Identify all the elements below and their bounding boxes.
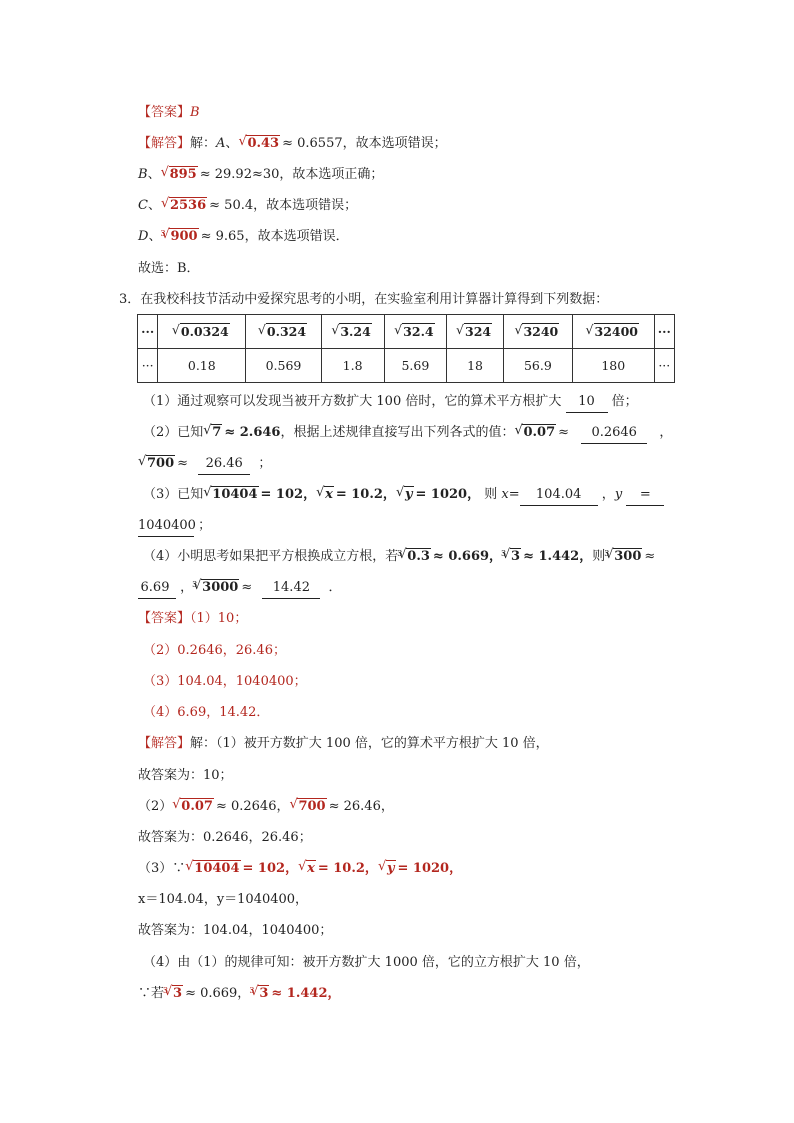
line-text: ≈ 50.4，故本选项错误； xyxy=(209,198,358,213)
question-number: 3． xyxy=(119,292,141,307)
option-letter: C xyxy=(138,198,148,213)
given-value: ≈ 0.669， xyxy=(432,549,503,564)
radicand: x xyxy=(307,861,315,876)
solution-text: = 1020， xyxy=(397,861,463,876)
part-text: ，根据上述规律直接写出下列各式的值： xyxy=(280,425,515,440)
radicand: 0.07 xyxy=(181,799,213,814)
radical xyxy=(238,134,280,154)
q3-part2-cont xyxy=(138,454,271,475)
separator: ； xyxy=(258,456,272,471)
variable: y xyxy=(614,487,623,502)
answer-blank: = xyxy=(626,485,664,506)
q2-choice-line: 故选：B． xyxy=(138,261,200,276)
cube-radical xyxy=(605,547,642,567)
answer-blank: 26.46 xyxy=(198,454,250,475)
table-cell: 1.8 xyxy=(321,349,384,383)
q2-answer-line xyxy=(138,103,200,123)
part-text: （4）小明思考如果把平方根换成立方根，若 xyxy=(143,549,399,564)
radicand: 0.324 xyxy=(266,324,307,339)
q3-part2 xyxy=(143,423,672,444)
q3-solution-line4: 故答案为：0.2646，26.46； xyxy=(138,830,312,845)
q3-part4: （4）小明思考如果把平方根换成立方根，若 √ 3 0.3 ≈ 0.669， √ 3 3 ≈ 1.442，则 √ 3 300 ≈ xyxy=(143,547,655,567)
radical xyxy=(185,859,240,879)
answer-blank: 0.2646 xyxy=(581,423,647,444)
radicand: 3.24 xyxy=(340,324,371,339)
part-text: （3）已知 xyxy=(143,487,204,502)
radicand: 700 xyxy=(147,456,175,471)
radicand: 700 xyxy=(298,799,326,814)
answer-blank: 14.42 xyxy=(262,578,320,599)
radicand: 2536 xyxy=(169,198,207,213)
approx-sign: ≈ xyxy=(558,425,570,440)
q2-solution-line-a: 【解答】解：A、√ 0.43 ≈ 0.6557，故本选项错误； xyxy=(138,134,447,154)
cube-radical xyxy=(164,984,183,1004)
radical-index: √ 3 xyxy=(192,580,198,589)
table-cell: 0.18 xyxy=(158,349,246,383)
table-cell xyxy=(246,315,321,349)
cube-radical xyxy=(250,984,269,1004)
table-cell xyxy=(447,315,504,349)
radical-index: √ 3 xyxy=(501,549,507,558)
radicand: 900 xyxy=(170,229,198,244)
radicand: 7 xyxy=(212,425,222,440)
cube-radical xyxy=(193,578,239,598)
solution-text: ≈ 1.442， xyxy=(271,986,341,1001)
q3-solution-line1 xyxy=(138,734,549,754)
q3-answer-line4: （4）6.69，14.42． xyxy=(143,705,270,720)
solution-prefix: （3）∵ xyxy=(138,861,186,876)
table-cell xyxy=(572,315,654,349)
radicand: 300 xyxy=(614,549,642,564)
radicand: 3 xyxy=(259,986,269,1001)
radicand: 32.4 xyxy=(403,324,434,339)
jieda-label: 【解答】 xyxy=(138,136,191,151)
radical-index: √ 3 xyxy=(160,229,166,238)
option-letter: B xyxy=(138,167,148,182)
given-eq: = 102， xyxy=(260,487,317,502)
q2-solution-line-c: C、√ 2536 ≈ 50.4，故本选项错误； xyxy=(138,196,357,216)
answer-blank: 6.69 xyxy=(138,578,176,599)
line-text: ≈ 29.92≈30，故本选项正确； xyxy=(199,167,384,182)
line-text: ≈ 9.65，故本选项错误． xyxy=(200,229,349,244)
separator: ． xyxy=(328,580,342,595)
table-cell-ellipsis: ··· xyxy=(138,315,158,349)
solution-text: ≈ 0.669， xyxy=(185,986,251,1001)
q3-part1 xyxy=(143,392,638,413)
option-letter: A xyxy=(216,136,226,151)
given-value: ≈ 2.646 xyxy=(224,425,281,440)
equals-sign: = xyxy=(508,487,520,502)
given-eq: = 10.2， xyxy=(335,487,396,502)
radical-index: √ 3 xyxy=(249,986,255,995)
given-eq: = 1020， xyxy=(415,487,481,502)
q3-intro-line xyxy=(119,290,608,310)
table-cell-ellipsis: ··· xyxy=(138,349,158,383)
radical-index: √ 3 xyxy=(604,549,610,558)
radicand: 32400 xyxy=(594,324,638,339)
radical xyxy=(172,797,214,817)
part-text: （1）通过观察可以发现当被开方数扩大 100 倍时，它的算术平方根扩大 xyxy=(143,394,562,409)
table-cell xyxy=(503,315,572,349)
radical xyxy=(203,485,258,505)
radical-index: √ 3 xyxy=(163,986,169,995)
table-cell: 180 xyxy=(572,349,654,383)
radical xyxy=(289,797,326,817)
cube-radical xyxy=(398,547,431,567)
table-cell-ellipsis: ··· xyxy=(654,315,674,349)
radical xyxy=(396,485,414,505)
approx-sign: ≈ xyxy=(177,456,189,471)
radicand: 3 xyxy=(511,549,521,564)
data-table xyxy=(137,314,675,383)
cube-radical xyxy=(502,547,521,567)
table-cell: 56.9 xyxy=(503,349,572,383)
given-value: ≈ 1.442， xyxy=(523,549,593,564)
jieda-label: 【解答】 xyxy=(138,736,191,751)
q3-solution-line8: （4）由（1）的规律可知：被开方数扩大 1000 倍，它的立方根扩大 10 倍， xyxy=(143,955,590,970)
q3-solution-line9 xyxy=(138,984,341,1004)
solution-text: = 102， xyxy=(242,861,299,876)
table-cell-ellipsis: ··· xyxy=(654,349,674,383)
part-text: （2）已知 xyxy=(143,425,204,440)
radicand: 895 xyxy=(169,167,197,182)
q3-part3-cont: 1040400 ； xyxy=(138,516,211,537)
radical xyxy=(138,454,175,474)
radicand: y xyxy=(386,861,395,876)
radicand: 0.3 xyxy=(407,549,430,564)
q3-answer-line2: （2）0.2646，26.46； xyxy=(143,643,286,658)
answer-blank: 1040400 xyxy=(138,516,194,537)
q3-part3: （3）已知√ 10404 = 102，√ x = 10.2，√ y = 1020， 则 x= 104.04 ，y = xyxy=(143,485,664,506)
answer-value: B xyxy=(190,105,200,120)
q3-solution-line2: 故答案为：10； xyxy=(138,768,233,783)
solution-prefix: ∵若 xyxy=(138,986,165,1001)
q2-solution-line-d: D、 √ 3 900 ≈ 9.65，故本选项错误． xyxy=(138,227,349,247)
radical xyxy=(203,423,222,443)
solution-text: 解：（1）被开方数扩大 100 倍，它的算术平方根扩大 10 倍， xyxy=(190,736,549,751)
answer-item: （1）10； xyxy=(190,611,248,626)
question-intro: 在我校科技节活动中爱探究思考的小明，在实验室利用计算器计算得到下列数据： xyxy=(140,292,609,307)
radicand: 0.0324 xyxy=(180,324,229,339)
radical xyxy=(161,165,198,185)
option-letter: D xyxy=(138,229,149,244)
table-cell xyxy=(158,315,246,349)
radical xyxy=(161,196,207,216)
answer-label: 【答案】 xyxy=(138,105,191,120)
q3-solution-line7: 故答案为：104.04，1040400； xyxy=(138,923,333,938)
radicand: x xyxy=(325,487,333,502)
part-tail: 倍； xyxy=(611,394,638,409)
radical xyxy=(514,423,556,443)
radical xyxy=(316,485,334,505)
table-cell: 18 xyxy=(447,349,504,383)
radicand: 10404 xyxy=(212,487,258,502)
q3-solution-line5 xyxy=(138,859,462,879)
radicand: 0.07 xyxy=(523,425,556,440)
q3-solution-line6: x＝104.04，y＝1040400， xyxy=(138,892,309,907)
table-cell: 5.69 xyxy=(384,349,447,383)
separator: ， xyxy=(659,425,673,440)
answer-label: 【答案】 xyxy=(138,611,191,626)
radicand: 3 xyxy=(173,986,183,1001)
solution-prefix: （2） xyxy=(138,799,173,814)
radicand: y xyxy=(404,487,413,502)
part-text: 则 xyxy=(484,487,498,502)
radicand: 10404 xyxy=(194,861,240,876)
radical xyxy=(378,859,396,879)
solution-text: ≈ 0.2646， xyxy=(215,799,290,814)
table-cell xyxy=(321,315,384,349)
q3-answer-line3: （3）104.04，1040400； xyxy=(143,674,307,689)
solution-prefix: 解： xyxy=(190,136,217,151)
q2-solution-line-b: B、√ 895 ≈ 29.92≈30，故本选项正确； xyxy=(138,165,383,185)
radical-index: √ 3 xyxy=(397,549,403,558)
answer-blank: 104.04 xyxy=(520,485,598,506)
table-row-values xyxy=(138,349,675,383)
cube-radical xyxy=(161,227,198,247)
radicand: 3000 xyxy=(202,580,239,595)
q3-solution-line3 xyxy=(138,797,394,817)
radicand: 324 xyxy=(465,324,492,339)
q3-part4-cont: 6.69 ， √ 3 3000 ≈ 14.42 ． xyxy=(138,578,342,599)
table-cell xyxy=(384,315,447,349)
variable: x xyxy=(501,487,509,502)
radicand: 3240 xyxy=(523,324,559,339)
q3-answer-line1 xyxy=(138,609,247,629)
part-text: 则 xyxy=(592,549,606,564)
solution-text: = 10.2， xyxy=(317,861,378,876)
radical xyxy=(298,859,316,879)
answer-blank: 10 xyxy=(566,392,608,413)
radicand: 0.43 xyxy=(247,136,280,151)
table-row-radicals xyxy=(138,315,675,349)
solution-text: ≈ 26.46， xyxy=(328,799,394,814)
table-cell: 0.569 xyxy=(246,349,321,383)
line-text: ≈ 0.6557，故本选项错误； xyxy=(282,136,447,151)
